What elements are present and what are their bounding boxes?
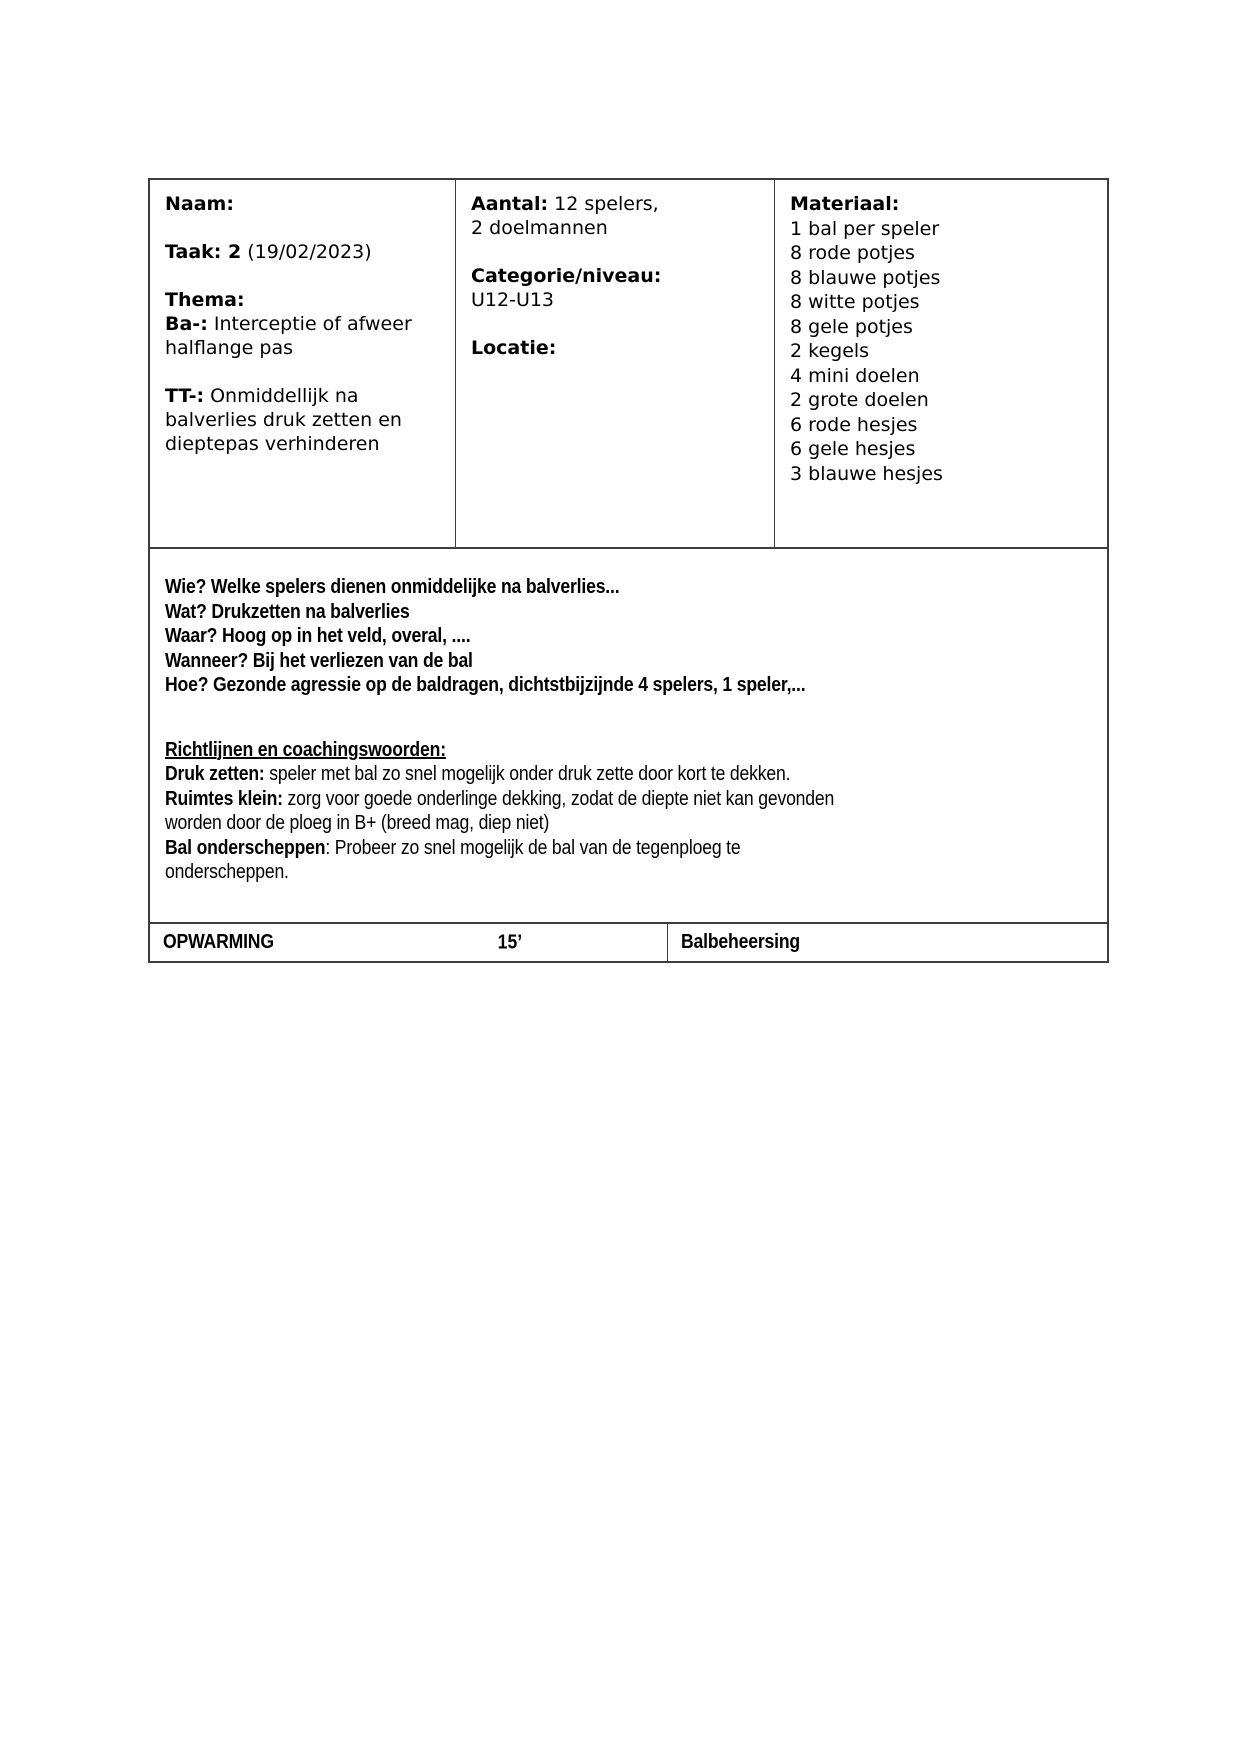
aantal-value-line1: 12 spelers,	[548, 193, 659, 215]
briefing-questions	[165, 575, 1091, 698]
topic-cell	[668, 924, 1107, 961]
tt-text-line3: dieptepas verhinderen	[165, 433, 380, 455]
guideline-label: Ruimtes klein:	[165, 787, 283, 810]
phase-label: OPWARMING	[163, 931, 274, 953]
phase-cell	[150, 924, 668, 961]
topic-label: Balbeheersing	[681, 931, 801, 953]
guideline-text: : Probeer zo snel mogelijk de bal van de tegenploeg te	[325, 836, 741, 859]
naam-field	[165, 192, 445, 216]
guideline-text-line2: onderscheppen.	[165, 861, 289, 883]
cell-general-info	[150, 180, 455, 547]
materiaal-item: 1 bal per speler	[790, 217, 940, 240]
thema-label: Thema:	[165, 289, 245, 311]
taak-date: (19/02/2023)	[241, 241, 372, 263]
ba-text-line1: Interceptie of afweer	[207, 313, 412, 335]
materiaal-item: 6 rode hesjes	[790, 413, 918, 436]
materiaal-item: 2 kegels	[790, 340, 870, 362]
question-hoe: Hoe? Gezonde agressie op de baldragen, dichtstbijzijnde 4 spelers, 1 speler,...	[165, 674, 806, 696]
training-plan-document	[148, 178, 1109, 963]
question-wat: Wat? Drukzetten na balverlies	[165, 600, 410, 623]
locatie-label: Locatie:	[471, 337, 557, 359]
info-table	[148, 178, 1109, 548]
tt-text-line2: balverlies druk zetten en	[165, 409, 402, 431]
materiaal-item: 2 grote doelen	[790, 389, 929, 411]
materiaal-item: 8 gele potjes	[790, 315, 913, 338]
guideline-label: Druk zetten:	[165, 763, 265, 785]
guideline-bal-onderscheppen	[165, 836, 1091, 885]
aantal-value-line2: 2 doelmannen	[471, 217, 608, 239]
duration-label: 15’	[497, 931, 523, 953]
taak-field	[165, 240, 445, 264]
thema-field	[165, 288, 445, 360]
guideline-druk-zetten	[165, 762, 1091, 787]
taak-label: Taak: 2	[165, 241, 242, 263]
materiaal-label: Materiaal:	[790, 193, 900, 215]
ba-label: Ba-:	[165, 313, 208, 335]
locatie-field	[471, 336, 764, 360]
aantal-field	[471, 192, 764, 240]
question-wie: Wie? Welke spelers dienen onmiddelijke na balverlies...	[165, 576, 620, 598]
tt-text-line1: Onmiddellijk na	[204, 385, 359, 407]
guideline-ruimtes-klein	[165, 787, 1091, 836]
naam-label: Naam:	[165, 193, 234, 215]
question-wanneer: Wanneer? Bij het verliezen van de bal	[165, 649, 473, 672]
guideline-text: zorg voor goede onderlinge dekking, zodat de diepte niet kan gevonden	[282, 787, 835, 810]
materiaal-item: 4 mini doelen	[790, 364, 920, 387]
cell-materiaal	[774, 180, 1107, 547]
guideline-text-line2: worden door de ploeg in B+ (breed mag, diep niet)	[165, 812, 550, 834]
aantal-label: Aantal:	[471, 193, 549, 215]
categorie-label: Categorie/niveau:	[471, 265, 662, 287]
briefing-box	[148, 548, 1109, 923]
guideline-text: speler met bal zo snel mogelijk onder druk zette door kort te dekken.	[264, 763, 791, 785]
categorie-value: U12-U13	[471, 289, 555, 311]
materiaal-item: 3 blauwe hesjes	[790, 462, 943, 485]
materiaal-item: 6 gele hesjes	[790, 438, 916, 460]
materiaal-item: 8 rode potjes	[790, 242, 915, 264]
cell-aantal-categorie	[455, 180, 774, 547]
guideline-label: Bal onderscheppen	[165, 836, 326, 859]
richtlijnen-heading: Richtlijnen en coachingswoorden:	[165, 738, 446, 761]
categorie-field	[471, 264, 764, 312]
tt-field	[165, 384, 445, 456]
session-row-opwarming	[148, 923, 1109, 963]
question-waar: Waar? Hoog op in het veld, overal, ....	[165, 625, 471, 647]
ba-text-line2: halflange pas	[165, 337, 294, 359]
tt-label: TT-:	[165, 385, 205, 407]
materiaal-item: 8 witte potjes	[790, 291, 920, 313]
materiaal-item: 8 blauwe potjes	[790, 266, 941, 289]
